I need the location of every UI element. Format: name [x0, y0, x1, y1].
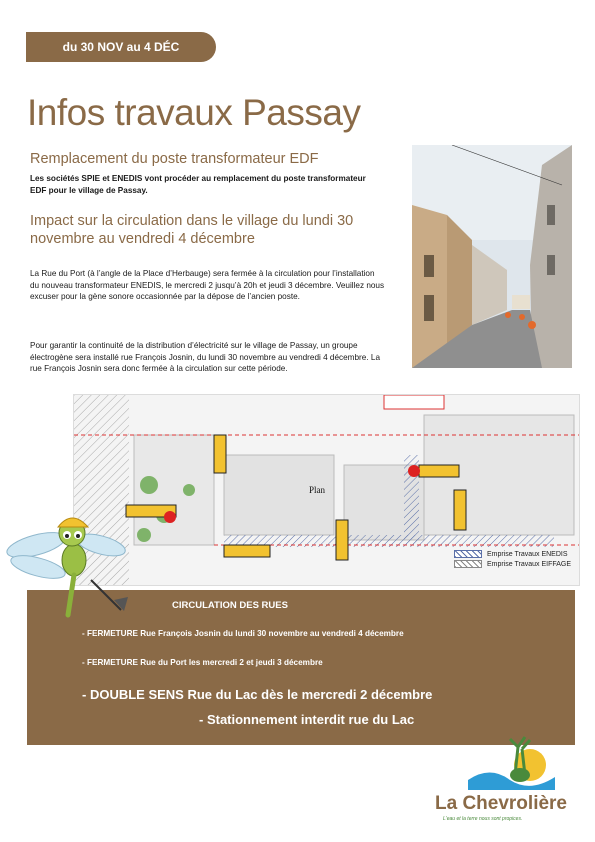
plan-label: Plan — [309, 485, 326, 495]
paragraph-rue-du-port: La Rue du Port (à l’angle de la Place d’Herbauge) sera fermée à la circulation pour l’installation du nouveau transformateur ENEDIS, le mercredi 2 jusqu’à 20h et jeudi 3 décembre. Veuillez nous excuser pour la gène sonore occasionnée par la dépose de l’ancien poste. — [30, 269, 385, 302]
street-photo — [412, 145, 572, 368]
section1-intro: Les sociétés SPIE et ENEDIS vont procéder au remplacement du poste transformateur EDF pour le village de Passay. — [30, 174, 366, 195]
section2-heading: Impact sur la circulation dans le village du lundi 30 novembre au vendredi 4 décembre — [30, 213, 354, 247]
double-sens-line: - DOUBLE SENS Rue du Lac dès le mercredi 2 décembre — [82, 687, 433, 702]
closure-line-josnin: - FERMETURE Rue François Josnin du lundi 30 novembre au vendredi 4 décembre — [82, 629, 404, 638]
plan-legend — [454, 550, 571, 570]
logo-tagline: L'eau et la terre nous sont propices. — [443, 816, 523, 822]
closure-line-port: - FERMETURE Rue du Port les mercredi 2 et jeudi 3 décembre — [82, 658, 323, 667]
logo-name: La Chevrolière — [435, 793, 567, 814]
paragraph-groupe-electrogene: Pour garantir la continuité de la distribution d’électricité sur le village de Passay, un groupe électrogène sera installé rue François Josnin, du lundi 30 novembre au vendredi 4 décembre. La rue François Josnin sera donc fermée à la circulation sur cette période. — [30, 341, 380, 374]
section1-heading: Remplacement du poste transformateur EDF — [30, 151, 319, 167]
legend-eiffage: Emprise Travaux EIFFAGE — [487, 561, 572, 568]
parking-ban-line: - Stationnement interdit rue du Lac — [199, 712, 415, 727]
legend-enedis: Emprise Travaux ENEDIS — [487, 551, 568, 558]
works-plan-map — [73, 394, 580, 586]
circulation-title: CIRCULATION DES RUES — [172, 600, 288, 611]
date-range-badge: du 30 NOV au 4 DÉC — [26, 32, 216, 62]
dragonfly-mascot-illustration — [6, 505, 136, 630]
page-title: Infos travaux Passay — [27, 92, 361, 133]
